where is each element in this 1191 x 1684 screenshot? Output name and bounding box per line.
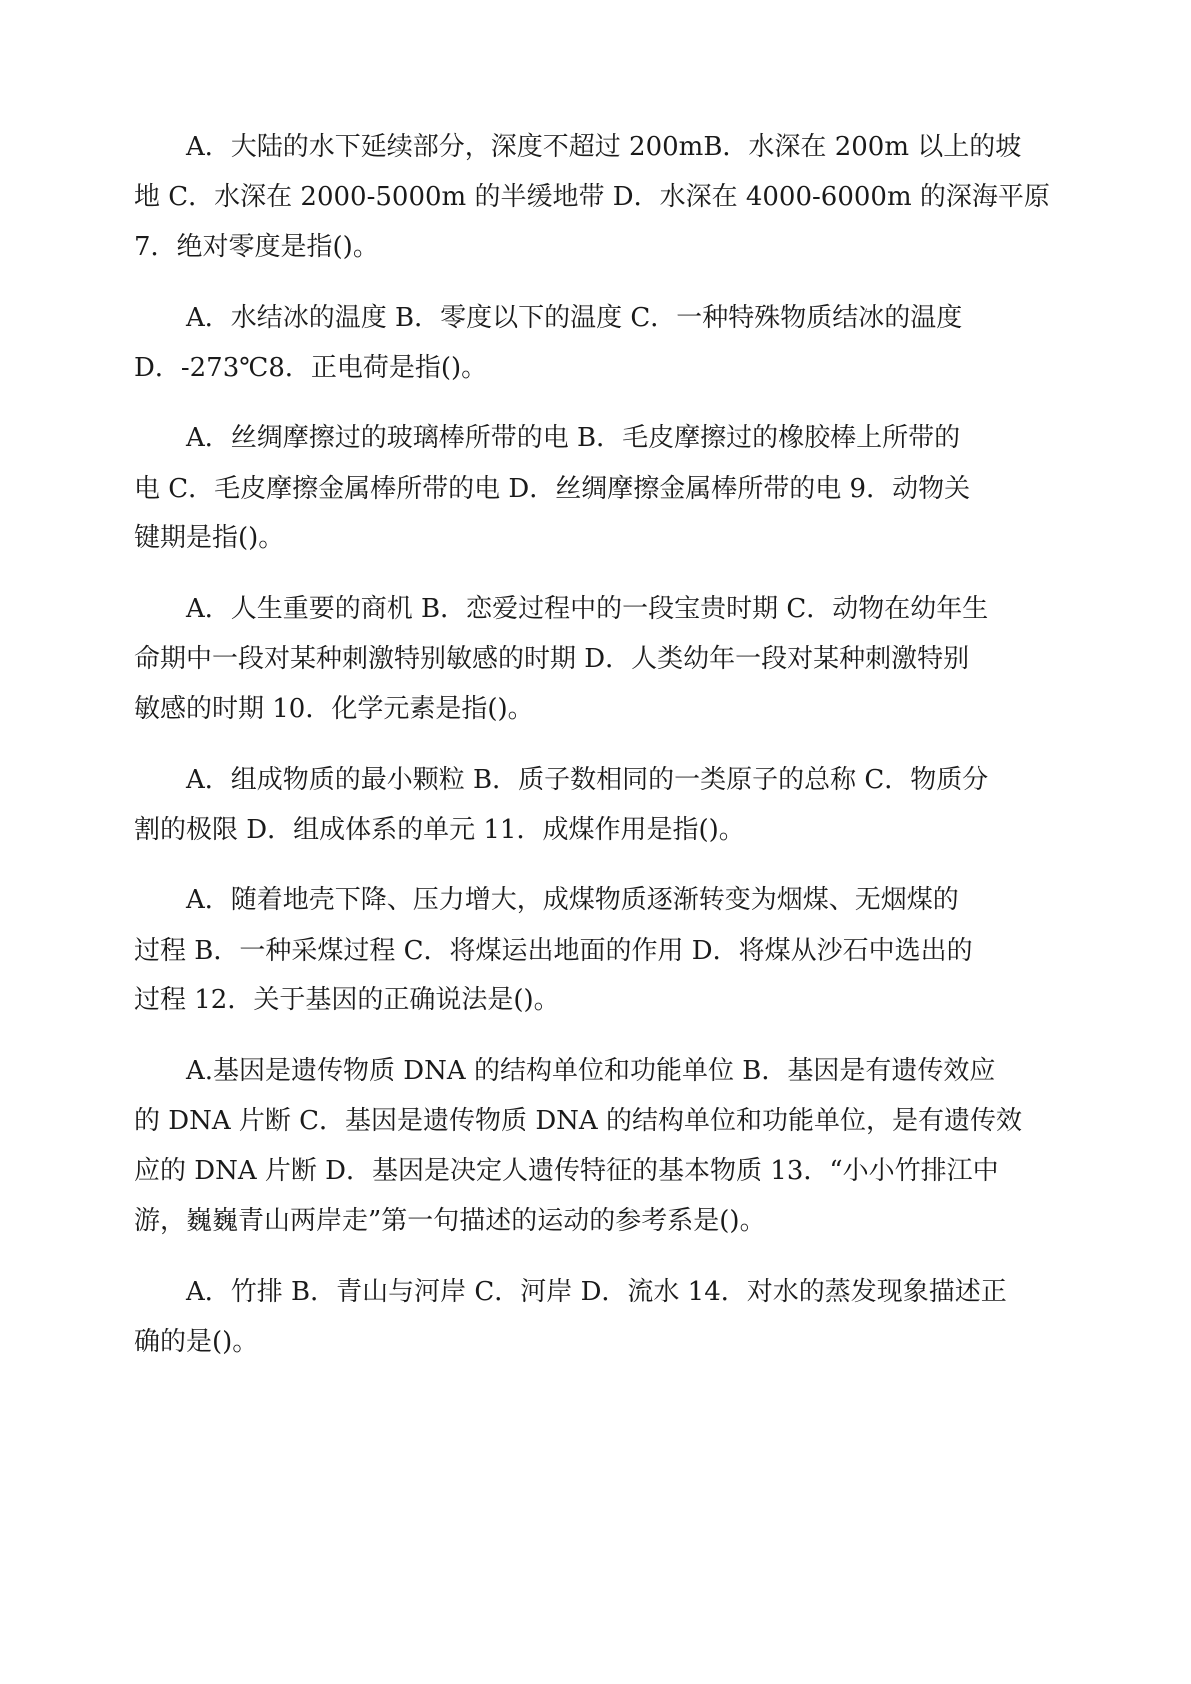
text-line-21: A．竹排 B．青山与河岸 C．河岸 D．流水 14．对水的蒸发现象描述正 xyxy=(186,1277,1007,1307)
text-line-19: 应的 DNA 片断 D．基因是决定人遗传特征的基本物质 13．“小小竹排江中 xyxy=(134,1156,999,1186)
text-line-10: 命期中一段对某种刺激特别敏感的时期 D．人类幼年一段对某种刺激特别 xyxy=(134,644,970,674)
text-line-13: 割的极限 D．组成体系的单元 11．成煤作用是指()。 xyxy=(134,815,745,845)
text-line-8: 键期是指()。 xyxy=(134,523,285,553)
text-line-16: 过程 12．关于基因的正确说法是()。 xyxy=(134,985,560,1015)
text-line-9: A．人生重要的商机 B．恋爱过程中的一段宝贵时期 C．动物在幼年生 xyxy=(186,594,989,624)
text-line-2: 地 C．水深在 2000-5000m 的半缓地带 D．水深在 4000-6000m 的深海平原 xyxy=(134,182,1050,212)
text-line-22: 确的是()。 xyxy=(134,1327,259,1357)
text-line-11: 敏感的时期 10．化学元素是指()。 xyxy=(134,694,534,724)
text-line-18: 的 DNA 片断 C．基因是遗传物质 DNA 的结构单位和功能单位，是有遗传效 xyxy=(134,1106,1022,1136)
text-line-4: A．水结冰的温度 B．零度以下的温度 C．一种特殊物质结冰的温度 xyxy=(186,303,963,333)
text-line-12: A．组成物质的最小颗粒 B．质子数相同的一类原子的总称 C．物质分 xyxy=(186,765,989,795)
text-line-20: 游，巍巍青山两岸走”第一句描述的运动的参考系是()。 xyxy=(134,1206,766,1236)
text-line-1: A．大陆的水下延续部分，深度不超过 200mB．水深在 200m 以上的坡 xyxy=(186,132,1022,162)
text-line-14: A．随着地壳下降、压力增大，成煤物质逐渐转变为烟煤、无烟煤的 xyxy=(186,885,959,915)
text-line-17: A.基因是遗传物质 DNA 的结构单位和功能单位 B．基因是有遗传效应 xyxy=(186,1056,996,1086)
text-line-7: 电 C．毛皮摩擦金属棒所带的电 D．丝绸摩擦金属棒所带的电 9．动物关 xyxy=(134,474,971,504)
text-line-15: 过程 B．一种采煤过程 C．将煤运出地面的作用 D．将煤从沙石中选出的 xyxy=(134,936,973,966)
text-line-5: D．-273℃8．正电荷是指()。 xyxy=(134,353,488,383)
text-line-3: 7．绝对零度是指()。 xyxy=(134,232,379,262)
text-line-6: A．丝绸摩擦过的玻璃棒所带的电 B．毛皮摩擦过的橡胶棒上所带的 xyxy=(186,423,961,453)
